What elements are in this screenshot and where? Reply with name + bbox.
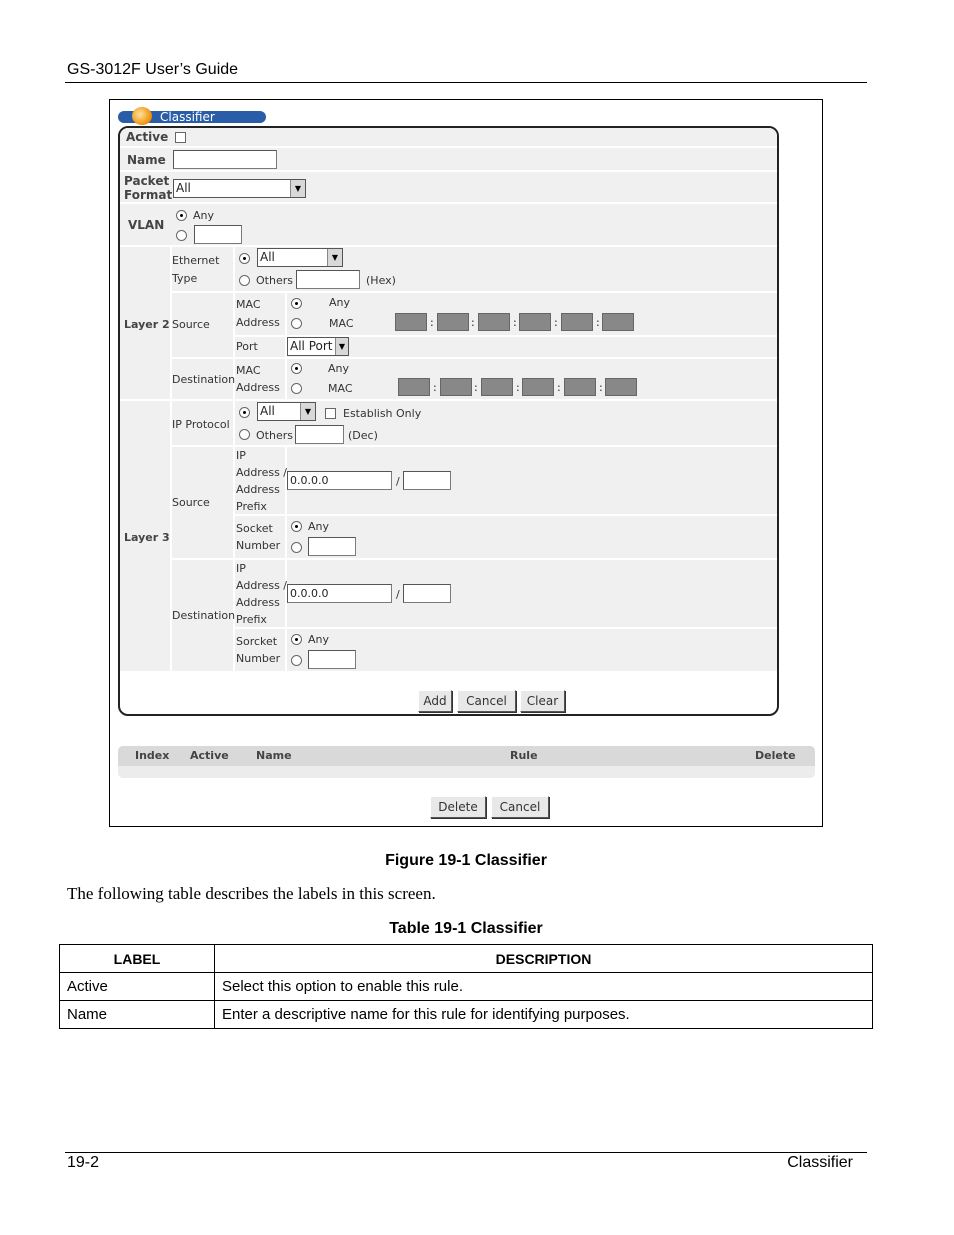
col-index: Index xyxy=(135,749,170,762)
src-mac-octet-4[interactable] xyxy=(519,313,551,331)
src-socket-any-label: Any xyxy=(308,520,330,533)
name-input[interactable] xyxy=(173,150,277,169)
packet-format-value: All xyxy=(176,181,191,195)
label-layer3: Layer 3 xyxy=(124,531,170,544)
cancel-button[interactable]: Cancel xyxy=(457,690,516,712)
add-button[interactable]: Add xyxy=(418,690,452,712)
row-description: Enter a descriptive name for this rule for identifying purposes. xyxy=(215,1001,873,1029)
dst-mac-octet-6[interactable] xyxy=(605,378,637,396)
label-l3-destination: Destination xyxy=(172,609,236,622)
separator xyxy=(172,357,779,359)
col-name: Name xyxy=(256,749,292,762)
classifier-form xyxy=(118,126,779,716)
label-dmac-2: Address xyxy=(236,381,280,394)
dst-prefix-input[interactable] xyxy=(403,584,451,603)
vlan-custom-radio[interactable] xyxy=(176,230,187,241)
label-mac-1: MAC xyxy=(236,298,261,311)
bottom-cancel-button[interactable]: Cancel xyxy=(491,796,549,818)
dst-mac-any-label: Any xyxy=(328,362,350,375)
col-rule: Rule xyxy=(510,749,538,762)
src-mac-label: MAC xyxy=(329,317,354,330)
colon: : xyxy=(433,381,437,394)
table-header-row xyxy=(60,945,873,973)
label-l2-source: Source xyxy=(172,318,210,331)
proto-others-radio[interactable] xyxy=(239,429,250,440)
dst-mac-octet-2[interactable] xyxy=(440,378,472,396)
colon: : xyxy=(516,381,520,394)
src-mac-octet-6[interactable] xyxy=(602,313,634,331)
protocol-value: All xyxy=(260,404,275,418)
dst-mac-label: MAC xyxy=(328,382,353,395)
table-row xyxy=(60,973,873,1001)
vlan-any-radio[interactable] xyxy=(176,210,187,221)
label-dst-ip-2: Address / xyxy=(236,579,288,592)
dst-ip-input[interactable]: 0.0.0.0 xyxy=(287,584,392,603)
label-ethernet-2: Type xyxy=(172,272,198,285)
table-caption: Table 19-1 Classifier xyxy=(389,920,543,937)
rules-table xyxy=(118,746,815,778)
colon: : xyxy=(513,316,517,329)
src-socket-any-radio[interactable] xyxy=(291,521,302,532)
table-row xyxy=(60,1001,873,1029)
dst-socket-any-label: Any xyxy=(308,633,330,646)
protocol-select[interactable] xyxy=(257,402,316,421)
dst-mac-octet-5[interactable] xyxy=(564,378,596,396)
row-label: Name xyxy=(60,1001,215,1029)
eth-hex-label: (Hex) xyxy=(366,274,396,287)
separator xyxy=(170,401,172,671)
label-name: Name xyxy=(127,153,166,167)
vlan-any-label: Any xyxy=(193,209,215,222)
header-rule xyxy=(65,82,867,83)
colon: : xyxy=(471,316,475,329)
dst-socket-custom-radio[interactable] xyxy=(291,655,302,666)
dst-socket-any-radio[interactable] xyxy=(291,634,302,645)
eth-type-value: All xyxy=(260,250,275,264)
src-ip-input[interactable]: 0.0.0.0 xyxy=(287,471,392,490)
src-mac-any-radio[interactable] xyxy=(291,298,302,309)
colon: : xyxy=(554,316,558,329)
label-src-ip-4: Prefix xyxy=(236,500,267,513)
dst-mac-any-radio[interactable] xyxy=(291,363,302,374)
colon: : xyxy=(557,381,561,394)
label-src-ip-1: IP xyxy=(236,449,246,462)
label-l2-destination: Destination xyxy=(172,373,236,386)
footer-rule xyxy=(65,1152,867,1153)
src-mac-any-label: Any xyxy=(329,296,351,309)
slash: / xyxy=(396,475,400,488)
separator xyxy=(233,627,779,629)
src-socket-input[interactable] xyxy=(308,537,356,556)
vlan-input[interactable] xyxy=(194,225,242,244)
label-packet-format-1: Packet xyxy=(124,174,170,188)
footer-section: Classifier xyxy=(787,1154,853,1171)
label-description-table xyxy=(59,944,873,1029)
figure-caption: Figure 19-1 Classifier xyxy=(385,852,547,869)
label-vlan: VLAN xyxy=(128,218,165,232)
packet-format-select[interactable] xyxy=(173,179,306,198)
src-mac-custom-radio[interactable] xyxy=(291,318,302,329)
label-ip-protocol: IP Protocol xyxy=(172,418,230,431)
separator xyxy=(172,558,779,560)
separator xyxy=(233,401,235,671)
proto-all-radio[interactable] xyxy=(239,407,250,418)
label-ethernet-1: Ethernet xyxy=(172,254,220,267)
colon: : xyxy=(596,316,600,329)
header-description: DESCRIPTION xyxy=(215,945,873,973)
header-label: LABEL xyxy=(60,945,215,973)
separator xyxy=(233,514,779,516)
proto-dec-label: (Dec) xyxy=(348,429,378,442)
row-label: Active xyxy=(60,973,215,1001)
colon: : xyxy=(430,316,434,329)
label-src-ip-2: Address / xyxy=(236,466,288,479)
label-packet-format-2: Format xyxy=(124,188,173,202)
label-l3-source: Source xyxy=(172,496,210,509)
src-mac-octet-2[interactable] xyxy=(437,313,469,331)
label-dst-ip-3: Address xyxy=(236,596,280,609)
row-description: Select this option to enable this rule. xyxy=(215,973,873,1001)
dst-mac-octet-1[interactable] xyxy=(398,378,430,396)
src-mac-octet-1[interactable] xyxy=(395,313,427,331)
delete-button[interactable]: Delete xyxy=(430,796,486,818)
dst-mac-custom-radio[interactable] xyxy=(291,383,302,394)
establish-only-label: Establish Only xyxy=(343,407,422,420)
proto-others-label: Others xyxy=(256,429,293,442)
col-delete: Delete xyxy=(755,749,796,762)
chevron-down-icon: ▼ xyxy=(327,249,342,266)
label-layer2: Layer 2 xyxy=(124,318,170,331)
label-src-socket-1: Socket xyxy=(236,522,273,535)
port-value: All Port xyxy=(290,339,333,353)
orb-icon xyxy=(132,107,152,125)
eth-all-radio[interactable] xyxy=(239,253,250,264)
label-dst-ip-1: IP xyxy=(236,562,246,575)
screen-title: Classifier xyxy=(118,111,266,123)
classifier-figure xyxy=(109,99,823,827)
dst-socket-input[interactable] xyxy=(308,650,356,669)
eth-hex-input[interactable] xyxy=(296,270,360,289)
dst-mac-octet-4[interactable] xyxy=(522,378,554,396)
label-dst-socket-1: Sorcket xyxy=(236,635,278,648)
eth-others-label: Others xyxy=(256,274,293,287)
chevron-down-icon: ▼ xyxy=(300,403,315,420)
footer-page-number: 19-2 xyxy=(67,1154,100,1171)
label-dst-socket-2: Number xyxy=(236,652,281,665)
row-active xyxy=(120,128,777,148)
separator xyxy=(172,445,779,447)
src-mac-octet-3[interactable] xyxy=(478,313,510,331)
label-mac-2: Address xyxy=(236,316,280,329)
eth-type-select[interactable] xyxy=(257,248,343,267)
dst-mac-octet-3[interactable] xyxy=(481,378,513,396)
page-header-title: GS-3012F User’s Guide xyxy=(67,61,239,78)
label-src-socket-2: Number xyxy=(236,539,281,552)
label-dmac-1: MAC xyxy=(236,364,261,377)
label-dst-ip-4: Prefix xyxy=(236,613,267,626)
establish-only-checkbox[interactable] xyxy=(325,408,336,419)
chevron-down-icon: ▼ xyxy=(335,338,348,355)
colon: : xyxy=(599,381,603,394)
src-mac-octet-5[interactable] xyxy=(561,313,593,331)
src-prefix-input[interactable] xyxy=(403,471,451,490)
separator xyxy=(172,291,779,293)
label-port: Port xyxy=(236,340,258,353)
slash: / xyxy=(396,588,400,601)
proto-dec-input[interactable] xyxy=(295,425,344,444)
colon: : xyxy=(474,381,478,394)
active-checkbox[interactable] xyxy=(175,132,186,143)
label-src-ip-3: Address xyxy=(236,483,280,496)
label-active: Active xyxy=(126,130,169,144)
src-socket-custom-radio[interactable] xyxy=(291,542,302,553)
col-active: Active xyxy=(190,749,229,762)
eth-others-radio[interactable] xyxy=(239,275,250,286)
intro-text: The following table describes the labels in this screen. xyxy=(67,884,436,903)
clear-button[interactable]: Clear xyxy=(520,690,565,712)
chevron-down-icon: ▼ xyxy=(290,180,305,197)
port-select[interactable] xyxy=(287,337,349,356)
